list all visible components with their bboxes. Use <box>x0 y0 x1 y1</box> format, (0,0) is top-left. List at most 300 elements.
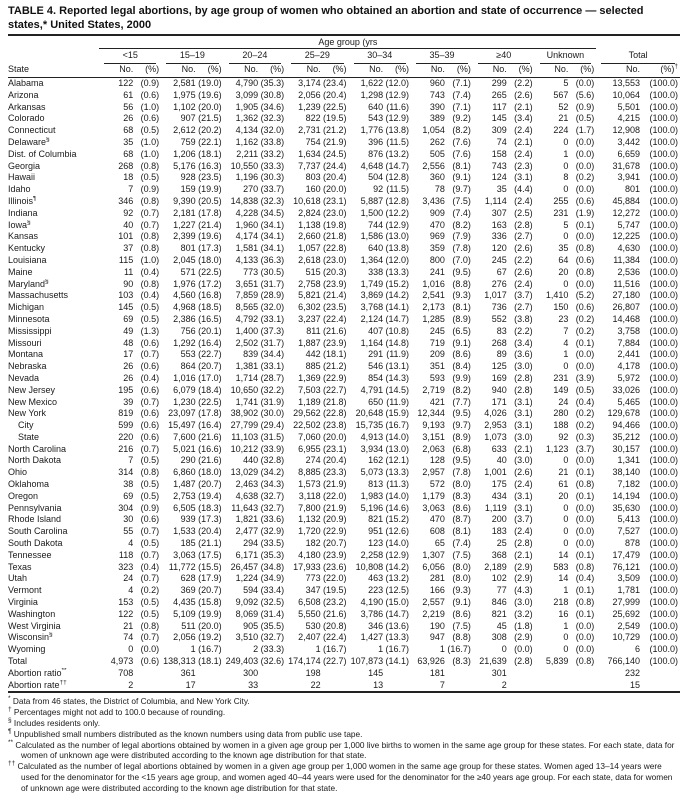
percent-cell: (30.5) <box>260 266 285 277</box>
count-cell: 800 <box>429 254 445 265</box>
age-group-header: Age group (yrs <box>99 35 596 49</box>
count-cell: 1,230 <box>173 396 196 407</box>
percent-cell <box>640 680 680 693</box>
percent-cell: (2.8) <box>514 656 533 667</box>
percent-cell: (8.8) <box>452 632 471 643</box>
state-cell: Colorado <box>8 113 45 124</box>
percent-cell: (7.8) <box>452 243 471 254</box>
count-cell: 1,102 <box>173 101 196 112</box>
state-cell: Rhode Island <box>8 514 62 525</box>
percent-cell: (30.8) <box>260 89 285 100</box>
percent-cell: (12.0) <box>385 254 410 265</box>
count-cell: 17 <box>185 679 196 690</box>
percent-cell: (22.5) <box>323 101 347 112</box>
count-cell: 2,758 <box>298 278 321 289</box>
percent-cell: (18.5) <box>198 302 222 313</box>
percent-cell: (100.0) <box>649 125 678 136</box>
count-cell: 8 <box>563 172 569 183</box>
percent-cell <box>383 668 411 680</box>
percent-cell: (19.9) <box>198 608 222 619</box>
percent-cell: (3.6) <box>514 349 533 360</box>
count-cell: 5,972 <box>617 372 641 383</box>
count-cell: 504 <box>368 172 384 183</box>
percent-cell: (21.9) <box>323 502 347 513</box>
state-cell: New Mexico <box>8 396 58 407</box>
state-cell: Montana <box>8 349 44 360</box>
count-cell: 811 <box>306 325 321 336</box>
count-cell: 183 <box>491 526 507 537</box>
percent-cell: (2.9) <box>514 632 533 643</box>
count-cell: 309 <box>491 125 507 136</box>
percent-cell: (0.5) <box>140 302 160 313</box>
percent-cell: (0.4) <box>140 266 160 277</box>
percent-cell: (12.6) <box>385 526 410 537</box>
count-cell: 1,781 <box>617 585 641 596</box>
percent-cell: (13.2) <box>385 573 410 584</box>
percent-cell: (8.6) <box>452 349 471 360</box>
state-cell: West Virginia <box>8 620 61 631</box>
spacer-cell <box>596 35 680 49</box>
percent-cell: (14.8) <box>385 337 410 348</box>
count-cell: 9,193 <box>422 420 445 431</box>
count-cell: 14 <box>558 573 569 584</box>
spacer-cell <box>8 35 99 49</box>
percent-cell <box>258 680 286 693</box>
pct-header: (%) <box>383 64 411 77</box>
count-cell: 0 <box>563 184 569 195</box>
percent-cell: (19.5) <box>323 585 347 596</box>
count-cell: 4 <box>563 337 569 348</box>
count-cell: 803 <box>305 172 321 183</box>
percent-cell: (0.0) <box>575 184 595 195</box>
percent-cell: (0.4) <box>575 573 595 584</box>
count-cell: 0 <box>563 502 569 513</box>
percent-cell: (100.0) <box>649 549 678 560</box>
percent-cell: (15.2) <box>385 278 410 289</box>
percent-cell: (100.0) <box>649 136 678 147</box>
count-cell: 92 <box>558 431 569 442</box>
percent-cell: (100.0) <box>649 561 678 572</box>
count-cell: 117 <box>492 101 507 112</box>
percent-cell: (8.0) <box>452 479 471 490</box>
state-cell: Wyoming <box>8 644 46 655</box>
percent-cell: (18.0) <box>198 467 222 478</box>
percent-cell: (15.0) <box>385 597 410 608</box>
percent-cell: (22.5) <box>198 396 222 407</box>
percent-cell: (3.1) <box>514 420 533 431</box>
count-cell: 1 <box>439 644 445 655</box>
percent-cell: (33.3) <box>260 644 285 655</box>
percent-cell: (9.7) <box>452 420 471 431</box>
age-group-col-30-34 <box>349 49 411 64</box>
count-cell: 63,926 <box>417 656 445 667</box>
percent-cell: (22.0) <box>323 490 347 501</box>
count-cell: 368 <box>491 549 507 560</box>
count-cell: 1,821 <box>235 514 259 525</box>
count-cell: 182 <box>305 538 321 549</box>
count-cell: 1,622 <box>360 77 384 88</box>
count-cell: 11,516 <box>613 278 641 289</box>
count-cell: 5,196 <box>360 502 384 513</box>
percent-cell: (8.3) <box>452 490 471 501</box>
count-cell: 26 <box>123 361 134 372</box>
percent-cell: (100.0) <box>649 325 678 336</box>
table-row <box>8 668 680 680</box>
percent-cell: (100.0) <box>649 361 678 372</box>
count-cell: 3,758 <box>617 325 641 336</box>
count-cell: 249,403 <box>225 656 259 667</box>
percent-cell: (33.1) <box>260 313 285 324</box>
percent-cell: (0.0) <box>575 349 595 360</box>
count-cell: 38 <box>123 479 134 490</box>
percent-cell: (7.5) <box>452 549 471 560</box>
count-cell: 396 <box>368 136 384 147</box>
percent-cell: (5.2) <box>575 290 595 301</box>
percent-cell: (8.6) <box>452 502 471 513</box>
percent-cell: (0.8) <box>575 656 595 667</box>
count-cell: 158 <box>491 148 507 159</box>
count-cell: 69 <box>123 490 134 501</box>
percent-cell: (19.4) <box>198 490 222 501</box>
footnote-marker: ¶ <box>8 728 12 736</box>
count-cell: 1,533 <box>173 526 196 537</box>
footnotes <box>8 696 680 793</box>
count-cell: 4,630 <box>617 243 641 254</box>
percent-cell: (2.4) <box>514 195 533 206</box>
percent-cell: (100.0) <box>649 148 678 159</box>
age-group-col-under15 <box>99 49 161 64</box>
count-cell: 241 <box>429 266 445 277</box>
count-cell: 864 <box>180 361 196 372</box>
count-cell: 218 <box>553 597 569 608</box>
percent-cell: (9.3) <box>452 585 471 596</box>
percent-cell: (16.7) <box>198 644 222 655</box>
percent-cell: (100.0) <box>649 349 678 360</box>
percent-cell: (15.9) <box>385 408 410 419</box>
no-header: No. <box>99 64 133 77</box>
state-cell: Maryland§ <box>8 278 49 289</box>
percent-cell: (2.6) <box>514 243 533 254</box>
percent-cell: (32.8) <box>260 455 285 466</box>
percent-cell: (32.7) <box>260 502 285 513</box>
count-cell: 174,174 <box>288 656 321 667</box>
count-cell: 280 <box>553 408 569 419</box>
percent-cell: (14.7) <box>385 160 410 171</box>
count-cell: 22 <box>310 679 321 690</box>
table-row <box>8 397 680 409</box>
pct-header: (%) <box>196 64 224 77</box>
count-cell: 1,285 <box>422 313 445 324</box>
state-cell: Nebraska <box>8 361 47 372</box>
percent-cell: (0.6) <box>575 302 595 313</box>
count-cell: 369 <box>180 585 196 596</box>
table-row <box>8 373 680 385</box>
percent-cell: (0.8) <box>140 243 160 254</box>
percent-cell: (2.4) <box>514 479 533 490</box>
count-cell: 74 <box>496 136 507 147</box>
percent-cell: (0.5) <box>140 490 160 501</box>
table-row <box>8 220 680 232</box>
percent-cell: (21.2) <box>323 361 347 372</box>
percent-cell: (23.5) <box>198 172 222 183</box>
percent-cell: (34.9) <box>260 573 285 584</box>
percent-cell: (9.1) <box>452 337 471 348</box>
count-cell: 1,054 <box>422 125 445 136</box>
count-cell: 45,884 <box>612 195 641 206</box>
percent-cell: (36.3) <box>260 254 285 265</box>
count-cell: 4,913 <box>360 431 384 442</box>
percent-cell: (22.8) <box>323 408 347 419</box>
percent-cell: (0.0) <box>514 644 533 655</box>
percent-cell: (24.5) <box>323 148 347 159</box>
count-cell: 12,908 <box>612 125 641 136</box>
count-cell: 6,860 <box>173 467 196 478</box>
percent-cell: (100.0) <box>649 89 678 100</box>
count-cell: 3,174 <box>298 77 321 88</box>
count-cell: 245 <box>491 254 507 265</box>
percent-cell: (0.7) <box>140 443 160 454</box>
count-cell: 125 <box>491 361 507 372</box>
count-cell: 55 <box>123 526 134 537</box>
count-cell: 4,648 <box>360 160 384 171</box>
percent-cell: (9.9) <box>452 372 471 383</box>
percent-cell: (20.3) <box>323 266 347 277</box>
percent-cell: (17.5) <box>198 549 222 560</box>
state-cell: Abortion ratio** <box>8 667 67 678</box>
percent-cell: (13.8) <box>385 125 410 136</box>
percent-cell: (0.9) <box>140 184 160 195</box>
count-cell: 14 <box>558 549 569 560</box>
percent-cell: (0.2) <box>575 172 595 183</box>
percent-cell: (20.4) <box>323 89 347 100</box>
percent-cell: (15.5) <box>198 561 222 572</box>
percent-cell: (0.6) <box>140 113 160 124</box>
percent-cell: (2.8) <box>514 538 533 549</box>
age-group-label: 15–19 <box>166 49 218 64</box>
percent-cell: (0.1) <box>575 608 595 619</box>
count-cell: 5,073 <box>360 467 384 478</box>
percent-cell: (7.8) <box>452 467 471 478</box>
count-cell: 35 <box>558 243 569 254</box>
percent-cell: (3.0) <box>514 361 533 372</box>
count-cell: 169 <box>491 372 507 383</box>
count-cell: 1,162 <box>235 136 259 147</box>
percent-cell: (20.0) <box>323 431 347 442</box>
percent-cell: (11.5) <box>386 136 410 147</box>
percent-cell: (0.8) <box>140 231 160 242</box>
table-row <box>8 503 680 515</box>
percent-cell: (8.4) <box>452 361 471 372</box>
count-cell: 294 <box>243 538 259 549</box>
count-cell: 5 <box>563 219 569 230</box>
percent-cell: (0.6) <box>575 254 595 265</box>
percent-cell: (12.8) <box>385 172 410 183</box>
count-cell: 754 <box>305 136 321 147</box>
age-group-label: ≥40 <box>478 49 530 64</box>
percent-cell: (34.4) <box>260 349 285 360</box>
count-cell: 1,905 <box>235 101 259 112</box>
state-cell: Arizona <box>8 89 39 100</box>
count-cell: 291 <box>368 349 384 360</box>
count-cell: 10,650 <box>230 384 259 395</box>
count-cell: 6 <box>635 644 641 655</box>
percent-cell: (100.0) <box>649 573 678 584</box>
age-group-label: 25–29 <box>291 49 343 64</box>
count-cell: 12,344 <box>417 408 445 419</box>
percent-cell: (0.1) <box>575 585 595 596</box>
table-row <box>8 408 680 420</box>
percent-cell: (15.8) <box>198 597 222 608</box>
count-cell: 308 <box>491 632 507 643</box>
percent-cell: (19.6) <box>198 231 222 242</box>
count-cell: 3,118 <box>298 490 321 501</box>
percent-cell: (16.8) <box>198 290 222 301</box>
count-cell: 10,064 <box>612 89 641 100</box>
percent-cell: (16.4) <box>198 337 222 348</box>
age-group-label: <15 <box>104 49 156 64</box>
percent-cell: (32.5) <box>260 597 285 608</box>
count-cell: 5,839 <box>545 656 569 667</box>
percent-cell: (19.0) <box>198 77 222 88</box>
count-cell: 360 <box>429 172 445 183</box>
count-cell: 65 <box>434 538 445 549</box>
count-cell: 16 <box>558 608 569 619</box>
count-cell: 5,821 <box>298 290 321 301</box>
count-cell: 4,791 <box>360 384 384 395</box>
percent-cell: (16.4) <box>198 420 222 431</box>
count-cell: 69 <box>123 313 134 324</box>
count-cell: 35 <box>123 136 134 147</box>
count-cell: 145 <box>491 113 507 124</box>
footnote: † Percentages might not add to 100.0 because of rounding. <box>8 706 226 718</box>
count-cell: 14,838 <box>230 195 259 206</box>
percent-cell: (4.3) <box>514 585 533 596</box>
percent-cell: (100.0) <box>649 384 678 395</box>
count-cell: 15,735 <box>355 420 384 431</box>
count-cell: 4,790 <box>235 77 259 88</box>
count-cell: 76,121 <box>612 561 641 572</box>
count-cell: 839 <box>243 349 259 360</box>
percent-cell <box>258 668 286 680</box>
percent-cell: (3.4) <box>514 113 533 124</box>
count-cell: 960 <box>429 77 445 88</box>
count-cell: 463 <box>368 573 384 584</box>
percent-cell: (0.2) <box>575 325 595 336</box>
percent-cell: (3.1) <box>514 502 533 513</box>
percent-cell: (22.7) <box>198 349 222 360</box>
percent-cell: (14.1) <box>385 302 410 313</box>
footnote: ¶ Unpublished small numbers distributed as the known numbers using data from public use tape. <box>8 728 363 739</box>
percent-cell: (23.3) <box>323 467 347 478</box>
count-cell: 26 <box>123 113 134 124</box>
count-cell: 22,502 <box>293 420 321 431</box>
percent-cell: (32.0) <box>260 302 285 313</box>
count-cell: 0 <box>563 632 569 643</box>
count-cell: 346 <box>118 195 134 206</box>
percent-cell: (8.1) <box>452 526 471 537</box>
state-cell: Indiana <box>8 207 38 218</box>
count-cell: 9,092 <box>235 597 259 608</box>
count-cell: 744 <box>368 219 384 230</box>
percent-cell: (23.9) <box>323 549 347 560</box>
count-cell: 224 <box>553 125 569 136</box>
table-row <box>8 161 680 173</box>
percent-cell: (0.7) <box>140 396 160 407</box>
percent-cell: (23.5) <box>323 302 347 313</box>
percent-cell: (3.4) <box>514 337 533 348</box>
count-cell: 2,258 <box>360 549 384 560</box>
percent-cell: (0.6) <box>575 195 595 206</box>
age-group-label: Unknown <box>540 49 592 64</box>
percent-cell: (20.2) <box>198 125 222 136</box>
percent-cell: (34.1) <box>260 243 285 254</box>
count-cell <box>535 680 569 693</box>
percent-cell <box>507 680 535 693</box>
pct-header: (%) <box>321 64 349 77</box>
percent-cell <box>133 668 161 680</box>
percent-cell: (2.9) <box>514 573 533 584</box>
count-cell: 1,239 <box>298 101 321 112</box>
percent-cell: (0.0) <box>575 148 595 159</box>
percent-cell: (14.0) <box>385 431 410 442</box>
count-cell: 2,719 <box>422 384 445 395</box>
table-row <box>8 90 680 102</box>
count-cell: 17,479 <box>612 549 641 560</box>
percent-cell: (14.5) <box>385 384 410 395</box>
percent-cell: (20.4) <box>198 526 222 537</box>
count-cell: 1,500 <box>360 207 384 218</box>
percent-cell: (1.0) <box>140 148 160 159</box>
count-cell: 546 <box>368 361 384 372</box>
table-row <box>8 267 680 279</box>
count-cell: 1 <box>563 148 569 159</box>
percent-cell: (8.8) <box>452 278 471 289</box>
percent-cell: (9.5) <box>452 455 471 466</box>
percent-cell: (100.0) <box>649 337 678 348</box>
count-cell: 24 <box>558 396 569 407</box>
percent-cell: (2.5) <box>514 207 533 218</box>
percent-cell: (1.8) <box>514 620 533 631</box>
count-cell: 347 <box>305 585 321 596</box>
count-cell: 17,933 <box>293 561 321 572</box>
percent-cell: (0.7) <box>140 207 160 218</box>
count-cell: 7,737 <box>298 160 321 171</box>
count-cell: 35 <box>496 184 507 195</box>
count-cell: 756 <box>180 325 196 336</box>
count-cell: 153 <box>118 597 134 608</box>
percent-cell: (0.8) <box>140 195 160 206</box>
percent-cell: (12.9) <box>385 219 410 230</box>
count-cell: 1,400 <box>235 325 259 336</box>
percent-cell: (20.9) <box>323 514 347 525</box>
percent-cell: (100.0) <box>649 431 678 442</box>
percent-cell: (33.8) <box>260 136 285 147</box>
percent-cell: (100.0) <box>649 77 678 88</box>
percent-cell: (0.0) <box>575 632 595 643</box>
count-cell: 1,017 <box>484 290 507 301</box>
no-header: No. <box>535 64 569 77</box>
percent-cell: (0.8) <box>575 561 595 572</box>
percent-cell: (16.3) <box>198 160 222 171</box>
percent-cell: (11.9) <box>386 349 410 360</box>
count-cell: 1 <box>563 620 569 631</box>
percent-cell: (100.0) <box>649 290 678 301</box>
percent-cell: (0.8) <box>575 597 595 608</box>
count-cell: 2,556 <box>422 160 445 171</box>
age-group-col-20-24 <box>224 49 286 64</box>
percent-cell: (100.0) <box>649 420 678 431</box>
count-cell: 759 <box>180 136 196 147</box>
